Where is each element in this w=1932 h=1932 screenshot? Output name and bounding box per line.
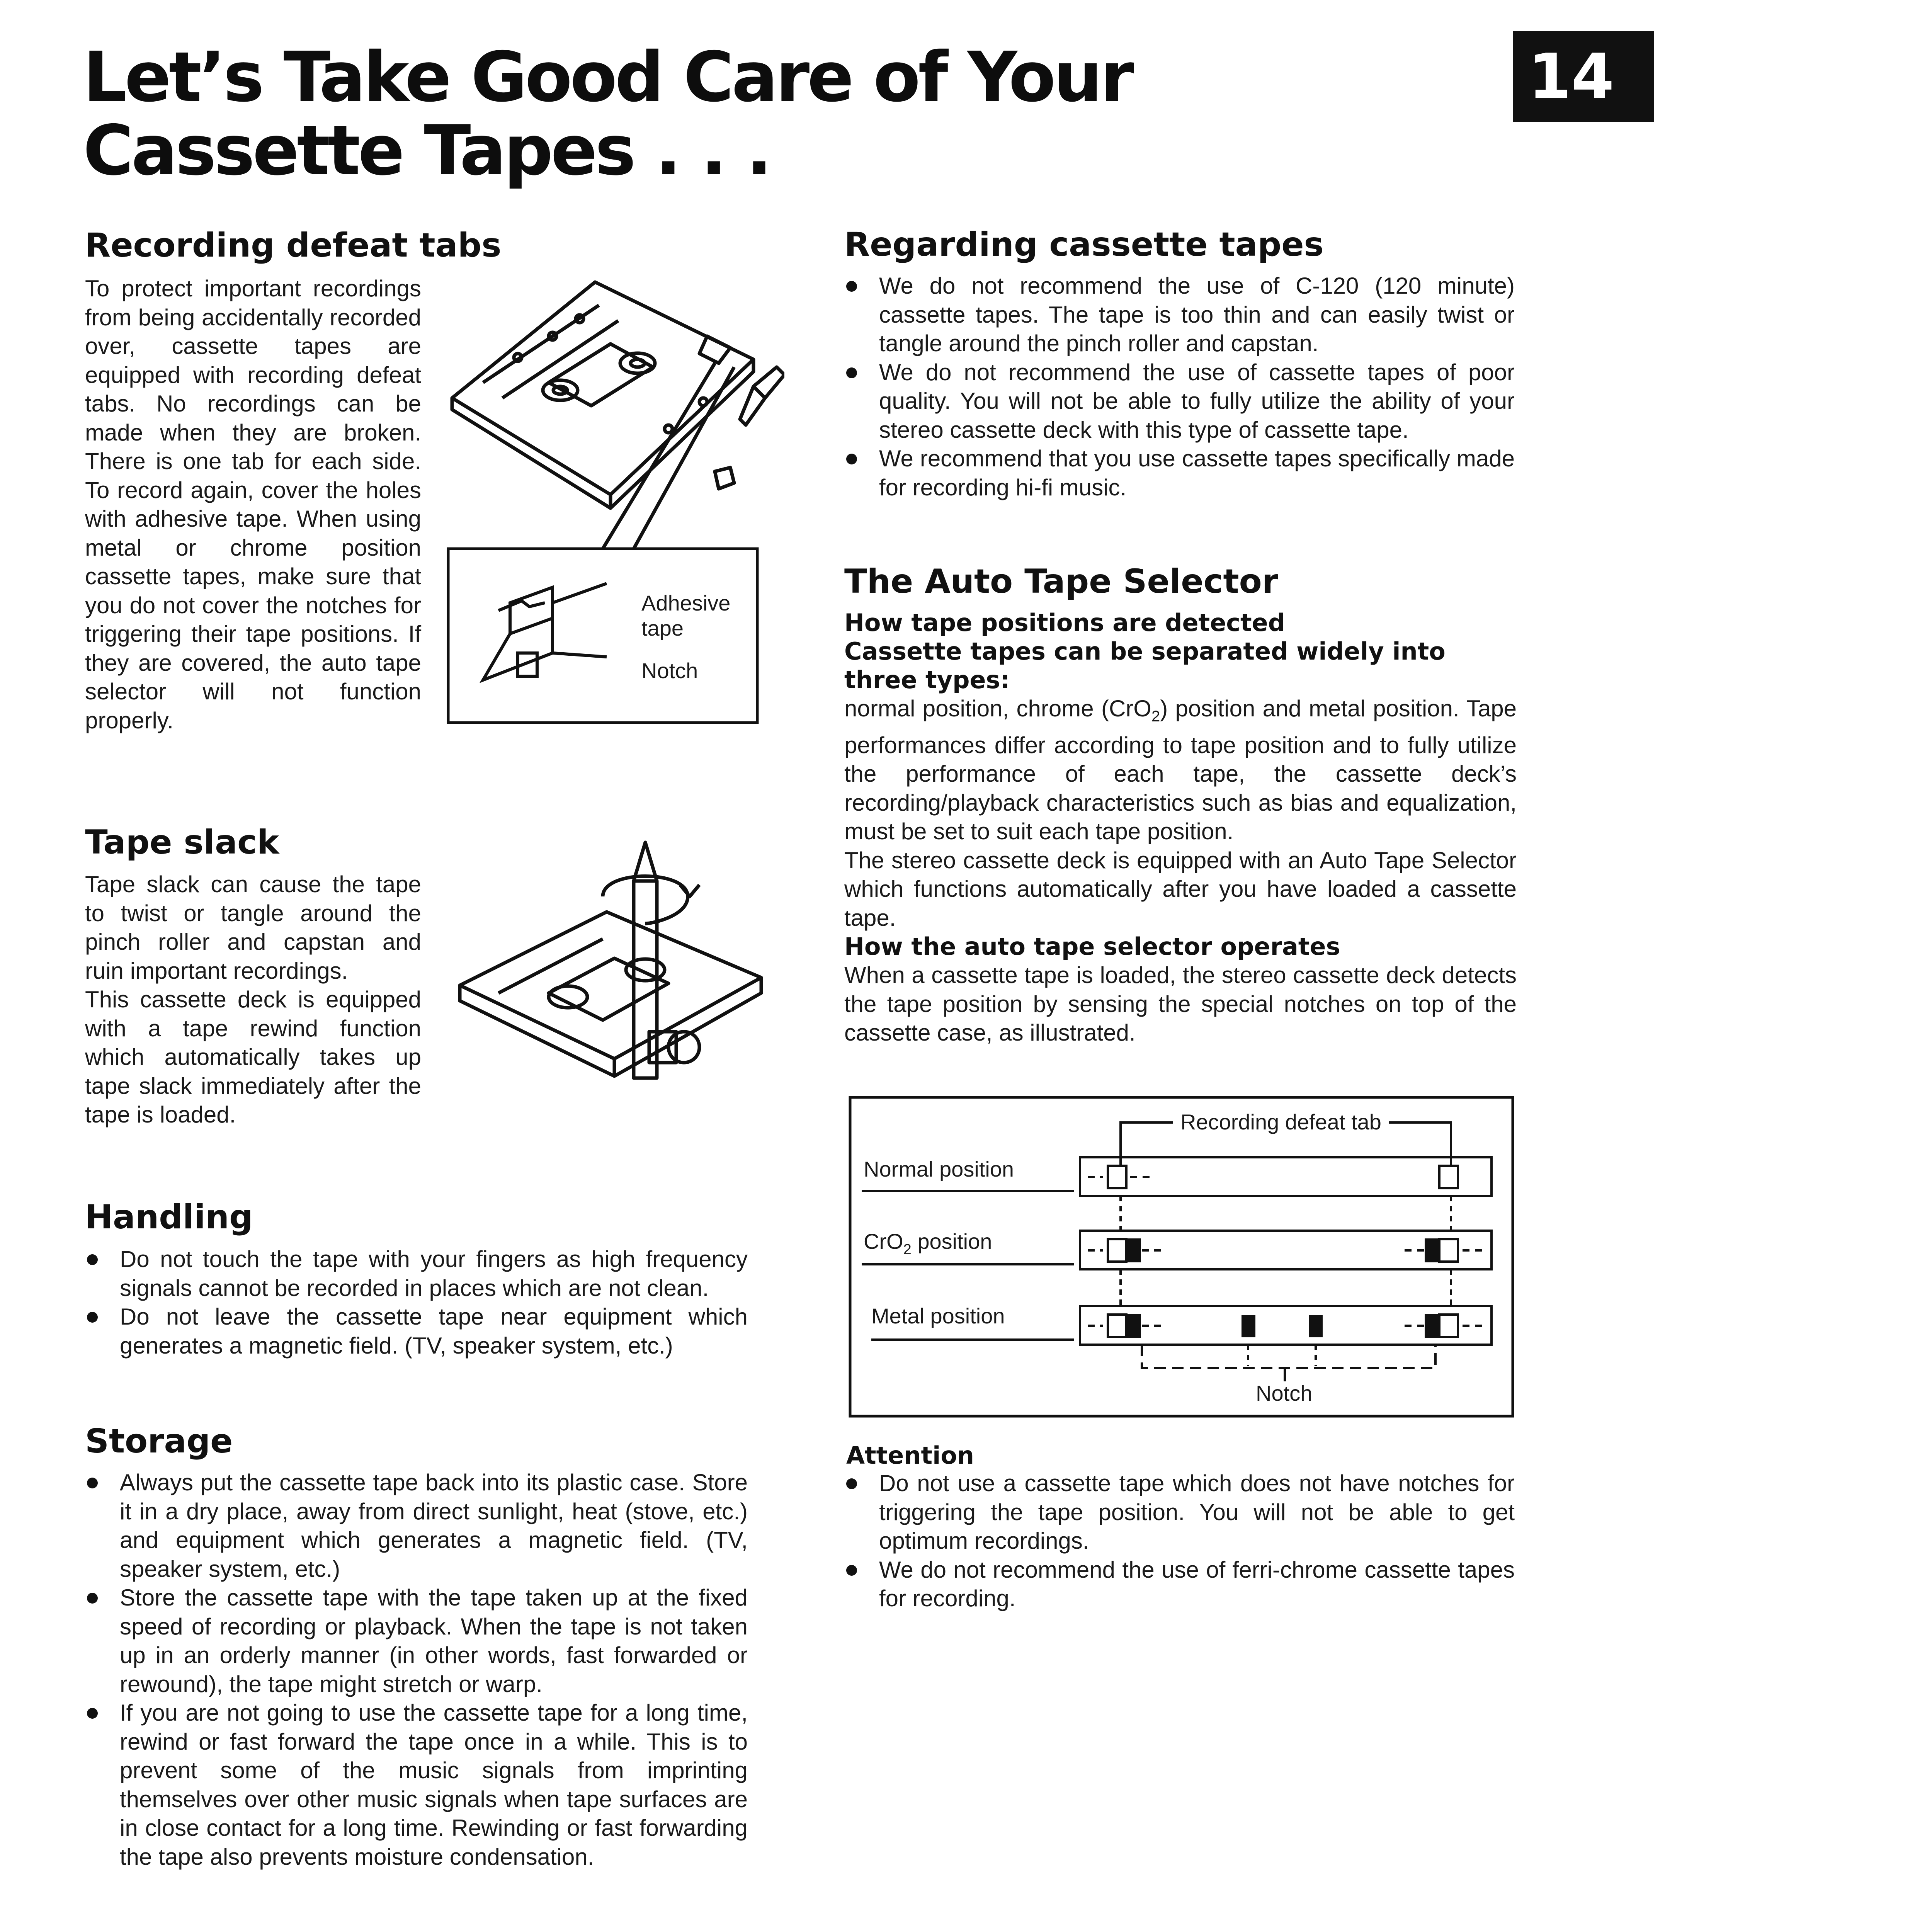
auto-selector-para-1 xyxy=(844,694,1517,846)
attention-heading: Attention xyxy=(846,1441,975,1469)
label-cro2-position xyxy=(864,1229,992,1258)
page-number-badge: 14 xyxy=(1513,31,1654,122)
auto-selector-para-2: The stereo cassette deck is equipped with an Auto Tape Selector which functions automatically after you have loaded a cassette tape. xyxy=(844,847,1517,931)
auto-selector-subhead-1: How tape positions are detected xyxy=(844,609,1286,637)
list-item: Store the cassette tape with the tape taken up at the fixed speed of recording or playback. When the tape is not taken up in an orderly manner (in other words, fast forwarded or rewound), the tape might stretch or warp. xyxy=(83,1583,748,1699)
cassette-pencil-illustration xyxy=(452,831,769,1117)
list-item: We do not recommend the use of ferri-chrome cassette tapes for recording. xyxy=(842,1556,1515,1613)
list-item: Always put the cassette tape back into its plastic case. Store it in a dry place, away from direct sunlight, heat (stove, etc.) and equipment which generates a magnetic field. (TV, speaker system, etc.) xyxy=(83,1468,748,1583)
auto-selector-body xyxy=(844,609,1517,1048)
cro2-subscript: 2 xyxy=(903,1242,912,1258)
tape-slack-text xyxy=(85,870,421,1129)
handling-list xyxy=(83,1245,748,1360)
label-normal-position: Normal position xyxy=(864,1157,1014,1181)
recording-defeat-heading: Recording defeat tabs xyxy=(85,226,502,265)
label-metal-position: Metal position xyxy=(871,1304,1005,1328)
list-item: If you are not going to use the cassette tape for a long time, rewind or fast forward the tape once in a while. This is to prevent some of the music signals from imprinting themselves over other music signals when tape surfaces are in close contact for a long time. Rewinding or fast forwarding the tape also prevents moisture condensation. xyxy=(83,1699,748,1871)
storage-list xyxy=(83,1468,748,1871)
handling-heading: Handling xyxy=(85,1198,253,1236)
regarding-heading: Regarding cassette tapes xyxy=(844,225,1324,264)
attention-list xyxy=(842,1469,1515,1613)
auto-selector-subhead-2: Cassette tapes can be separated widely into three types: xyxy=(844,637,1446,694)
para-1-start: normal position, chrome (CrO xyxy=(844,696,1151,721)
auto-selector-para-3: When a cassette tape is loaded, the stereo cassette deck detects the tape position by sensing the special notches on top of the cassette case, as illustrated. xyxy=(844,962,1517,1046)
regarding-list xyxy=(842,272,1515,502)
cassette-defeat-tab-illustration xyxy=(437,270,784,734)
label-tape: tape xyxy=(641,616,684,640)
auto-selector-subhead-3: How the auto tape selector operates xyxy=(844,932,1340,961)
list-item: Do not touch the tape with your fingers as high frequency signals cannot be recorded in places which are not clean. xyxy=(83,1245,748,1303)
recording-defeat-text: To protect important recordings from being accidentally recorded over, cassette tapes are equipped with recording defeat tabs. No recordings can be made when they are broken. There is one tab for each side. To record again, cover the holes with adhesive tape. When using metal or chrome position cassette tapes, make sure that you do not cover the notches for triggering their tape positions. If they are covered, the auto tape selector will not function properly. xyxy=(85,276,421,733)
page-title xyxy=(83,37,1242,190)
cro2-position-text: position xyxy=(911,1229,992,1253)
label-adhesive: Adhesive xyxy=(641,591,731,615)
list-item: We recommend that you use cassette tapes specifically made for recording hi-fi music. xyxy=(842,444,1515,502)
tape-slack-para-2: This cassette deck is equipped with a tape rewind function which automatically takes up tape slack immediately after the tape is loaded. xyxy=(85,986,421,1128)
tape-slack-heading: Tape slack xyxy=(85,823,279,862)
auto-selector-heading: The Auto Tape Selector xyxy=(844,562,1279,601)
storage-heading: Storage xyxy=(85,1422,233,1461)
tape-slack-para-1: Tape slack can cause the tape to twist or tangle around the pinch roller and capstan and ruin important recordings. xyxy=(85,871,421,984)
label-notch: Notch xyxy=(641,658,698,683)
para-1-subscript: 2 xyxy=(1151,708,1160,725)
label-recording-defeat-tab: Recording defeat tab xyxy=(1180,1110,1381,1134)
list-item: Do not use a cassette tape which does not have notches for triggering the tape position. You will not be able to get optimum recordings. xyxy=(842,1469,1515,1556)
list-item: Do not leave the cassette tape near equipment which generates a magnetic field. (TV, speaker system, etc.) xyxy=(83,1303,748,1360)
page-title-line-1: Let’s Take Good Care of Your xyxy=(83,37,1132,117)
cro2-text: CrO xyxy=(864,1229,903,1253)
para-1-end: ) position and metal position. Tape performances differ according to tape position and to fully utilize the performance of each tape, the cassette deck’s recording/playback characteristics such as bias and equalization, must be set to suit each tape position. xyxy=(844,696,1517,844)
tape-position-diagram xyxy=(848,1095,1517,1418)
list-item: We do not recommend the use of C-120 (120 minute) cassette tapes. The tape is too thin and can easily twist or tangle around the pinch roller and capstan. xyxy=(842,272,1515,358)
page-title-line-2: Cassette Tapes . . . xyxy=(83,111,770,190)
list-item: We do not recommend the use of cassette tapes of poor quality. You will not be able to fully utilize the ability of your stereo cassette deck with this type of cassette tape. xyxy=(842,358,1515,445)
label-notch-diagram: Notch xyxy=(1256,1381,1313,1405)
